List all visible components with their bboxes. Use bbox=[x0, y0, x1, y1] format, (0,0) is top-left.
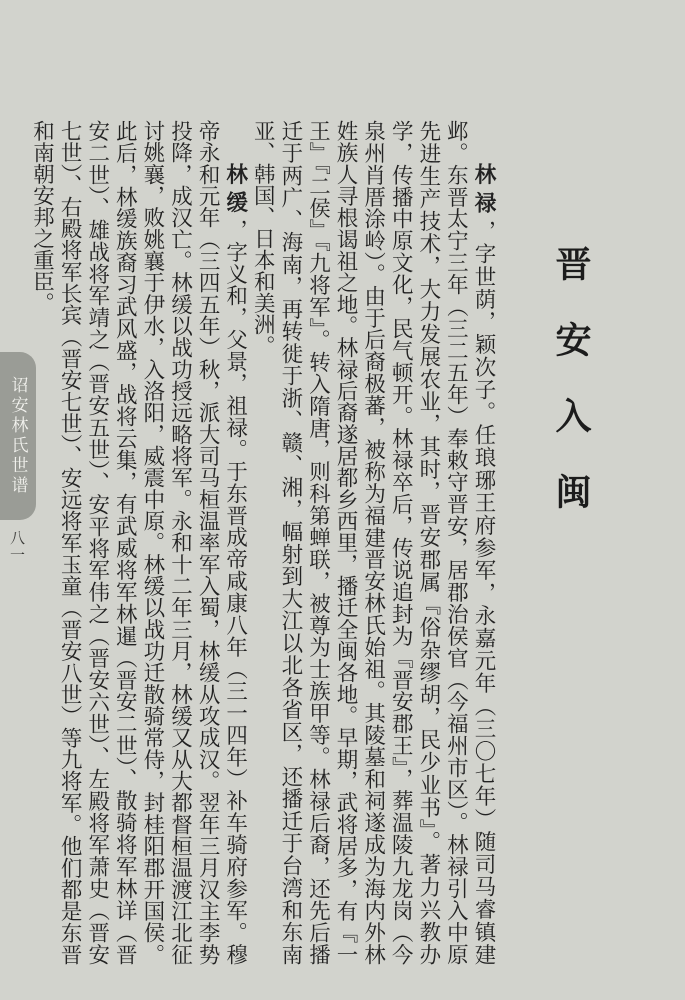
paragraph-text: ，字义和，父景，祖禄。于东晋成帝咸康八年（三一四年）补车骑府参军。穆帝永和元年（三四五年）秋，派大司马桓温率军入蜀，林缓从攻成汉。翌年三月汉主李势投降，成汉亡。林缓以战功授远略将军。永和十二年三月，林缓又从大都督桓温渡江北征讨姚襄，败姚襄于伊水，入洛阳，威震中原。林缓以战功迁散骑常侍，封桂阳郡开国侯。此后，林缓族裔习武风盛，战将云集，有武威将军林暹（晋安二世）、散骑将军林详（晋安二世）、雄战将军靖之（晋安五世）、安平将军伟之（晋安六世）、左殿将军萧史（晋安七世）、右殿将军长宾（晋安七世）、安远将军玉童（晋安八世）等九将军。他们都是东晋和南朝安邦之重臣。 bbox=[29, 120, 248, 966]
chapter-title: 晋安入闽 bbox=[550, 245, 591, 549]
paragraph-text: ，字世荫，颖次子。任琅琊王府参军，永嘉元年（三〇七年）随司马睿镇建邺。东晋太宁三年（三二五年）奉敕守晋安，居郡治侯官（今福州市区）。林禄引入中原先进生产技术，大力发展农业，其时，晋安郡属『俗杂缪胡，民少业书』。著力兴教办学，传播中原文化，民气顿开。林禄卒后，传说追封为『晋安郡王』，葬温陵九龙岗（今泉州肖厝涂岭）。由于后裔极蕃，被称为福建晋安林氏始祖。其陵墓和祠遂成为海内外林姓族人寻根谒祖之地。林禄后裔遂居都乡西里，播迁全闽各地。早期，武将居多，有『一王』『二侯』『九将军』。转入隋唐，则科第蝉联，被尊为士族甲等。林禄后裔，还先后播迁于两广、海南，再转徙于浙、赣、湘，幅射到大江以北各省区，还播迁于台湾和东南亚、韩国、日本和美洲。 bbox=[250, 120, 496, 966]
paragraph-lin-lu bbox=[249, 120, 497, 965]
side-tab-label: 诏安林氏世谱 bbox=[7, 376, 28, 496]
person-name: 林缓 bbox=[222, 163, 248, 219]
person-name: 林禄 bbox=[471, 163, 496, 221]
body-text bbox=[29, 120, 497, 966]
page-number: 八一 bbox=[8, 530, 26, 564]
paragraph-lin-huan bbox=[28, 120, 249, 965]
